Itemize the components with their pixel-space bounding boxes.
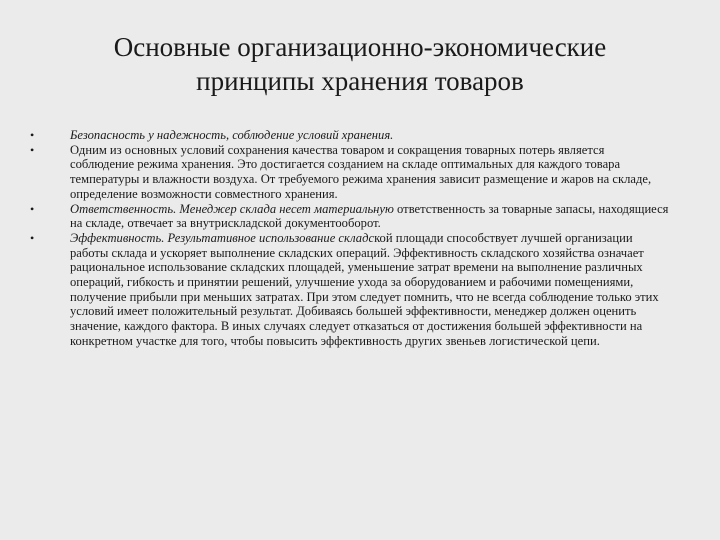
bullet-item-text: ответственность за товарные запасы, находящиеся на складе, отвечает за внутрискладской документооборот. [70, 201, 669, 231]
bullet-icon: • [30, 142, 35, 157]
bullet-item-italic-text: Эффективность. Результативное использование складс [70, 230, 375, 245]
bullet-list [30, 128, 670, 349]
bullet-icon: • [30, 201, 35, 216]
bullet-item-text: кой площади способствует лучшей организации работы склада и ускоряет выполнение складских операций. Эффективность складского хозяйства означает рациональное использование складских площадей, уменьшение затрат времени на выполнение различных операций, гибкость и принятии решений, улучшение ухода за оборудованием и рабочими помещениями, получение прибыли при меньших затратах. При этом следует помнить, что не всегда соблюдение только этих условий имеет положительный результат. Добиваясь большей эффективности, менеджер должен оценить значение, каждого фактора. В иных случаях следует отказаться от достижения большей эффективности на конкретном участке для того, чтобы повысить эффективность других звеньев логистической цепи. [70, 230, 659, 348]
slide-title-line-2: принципы хранения товаров [196, 66, 524, 96]
slide-title-line-1: Основные организационно-экономические [113, 32, 607, 62]
bullet-icon: • [30, 128, 35, 142]
bullet-item-responsibility [30, 202, 670, 231]
bullet-icon: • [30, 230, 35, 245]
bullet-item-text: Одним из основных условий сохранения качества товаром и сокращения товарных потерь является соблюдение режима хранения. Это достигается созданием на складе оптимальных для каждого товара температуры и влажности воздуха. От требуемого режима хранения зависит размещение и жаров на складе, определение возможности совместного хранения. [70, 142, 652, 201]
bullet-item-safety [30, 128, 670, 143]
slide-title [90, 30, 630, 98]
bullet-item-italic-text: Безопасность у надежность, соблюдение условий хранения. [70, 128, 394, 142]
bullet-item-italic-text: Ответственность. Менеджер склада несет материальную [70, 201, 394, 216]
bullet-item-storage-mode [30, 143, 670, 202]
bullet-item-efficiency [30, 231, 670, 349]
